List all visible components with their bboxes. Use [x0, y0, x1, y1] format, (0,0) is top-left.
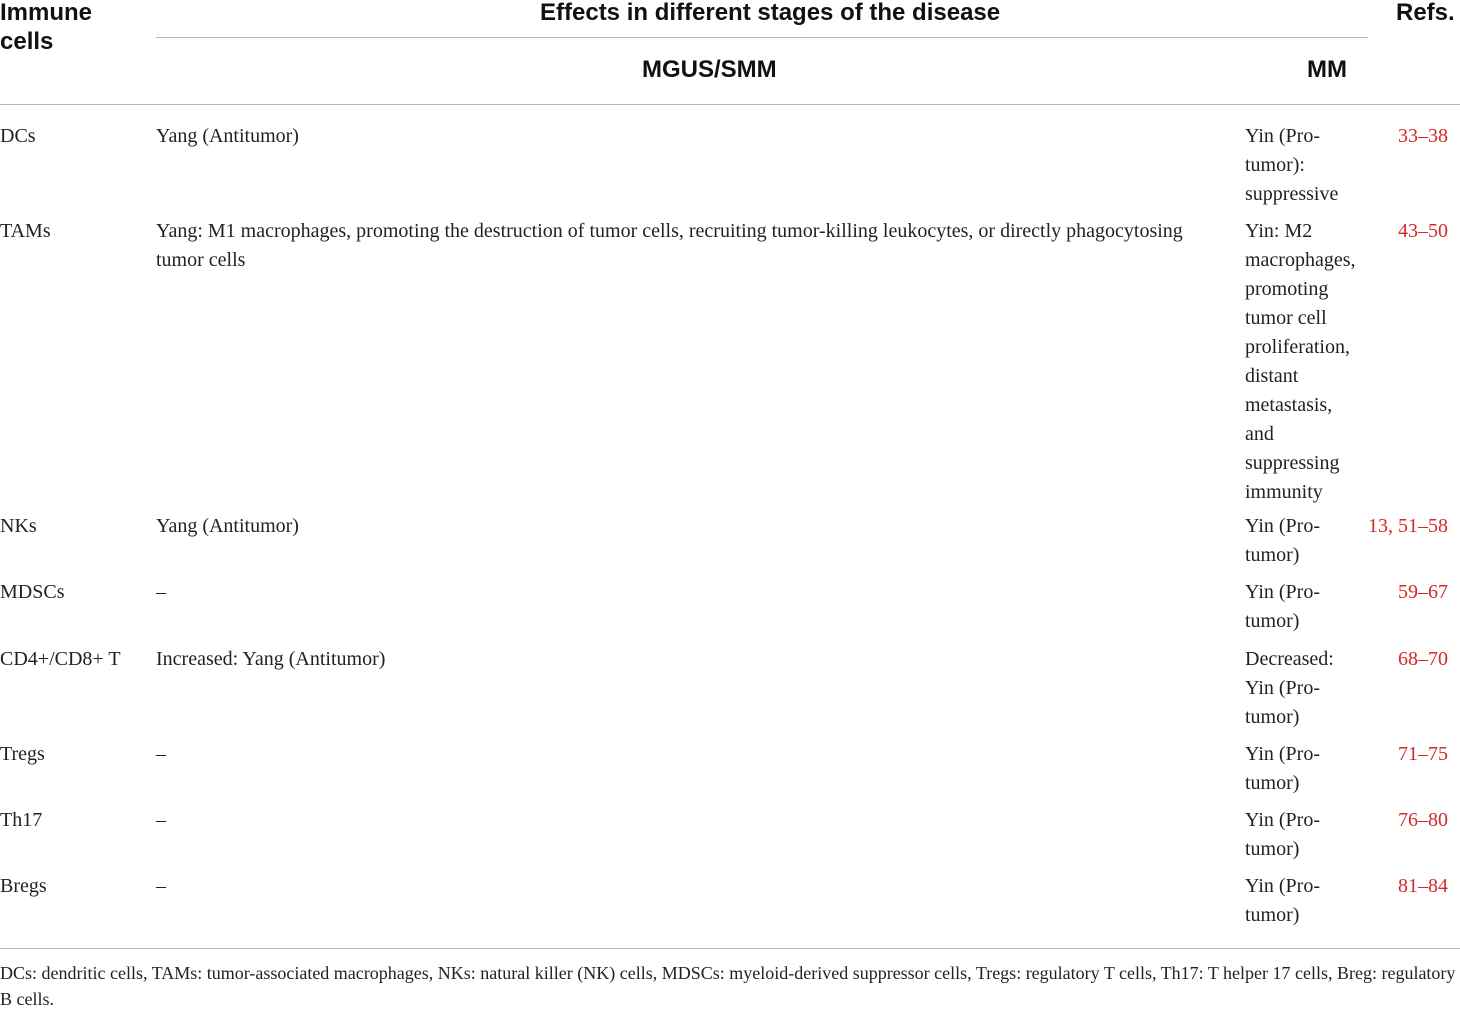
cell-mgus-effect: –: [156, 743, 166, 765]
table-bottom-rule: [0, 948, 1460, 949]
header-immune-cells: Immune cells: [0, 0, 93, 55]
cell-mm-effect: Yin (Pro-tumor): [1245, 809, 1320, 860]
cell-mgus-effect: Yang: M1 macrophages, promoting the destruction of tumor cells, recruiting tumor-killing leukocytes, or directly phagocytosing tumor cells: [156, 220, 1183, 271]
cell-name: Th17: [0, 809, 43, 831]
cell-refs-link[interactable]: 59–67: [1398, 581, 1448, 603]
cell-name: MDSCs: [0, 581, 65, 603]
cell-mgus-effect: Yang (Antitumor): [156, 515, 299, 537]
cell-name: NKs: [0, 515, 37, 537]
cell-name: Tregs: [0, 743, 45, 765]
cell-refs-link[interactable]: 43–50: [1398, 220, 1448, 242]
cell-refs-link[interactable]: 81–84: [1398, 875, 1448, 897]
cell-mgus-effect: Increased: Yang (Antitumor): [156, 648, 386, 670]
header-group-rule: [156, 37, 1368, 38]
cell-refs-link[interactable]: 71–75: [1398, 743, 1448, 765]
cell-mm-effect: Yin (Pro-tumor): [1245, 875, 1320, 926]
cell-refs-link[interactable]: 33–38: [1398, 125, 1448, 147]
cell-mm-effect: Yin (Pro-tumor): [1245, 743, 1320, 794]
cell-mgus-effect: –: [156, 581, 166, 603]
cell-mm-effect: Yin (Pro-tumor): suppressive: [1245, 125, 1339, 205]
header-mm: MM: [1307, 56, 1347, 83]
cell-name: DCs: [0, 125, 36, 147]
cell-mm-effect: Decreased: Yin (Pro-tumor): [1245, 648, 1334, 728]
cell-mm-effect: Yin: M2 macrophages, promoting tumor cell proliferation, distant metastasis, and suppressing immunity: [1245, 220, 1356, 503]
header-effects: Effects in different stages of the disease: [540, 0, 1001, 26]
cell-refs-link[interactable]: 76–80: [1398, 809, 1448, 831]
cell-mgus-effect: –: [156, 875, 166, 897]
cell-refs-link[interactable]: 13, 51–58: [1368, 515, 1448, 537]
table-footnote: DCs: dendritic cells, TAMs: tumor-associated macrophages, NKs: natural killer (NK) cells, MDSCs: myeloid-derived suppressor cells, Tregs: regulatory T cells, Th17: T helper 17 cells, Breg: regulatory B cells.: [0, 963, 1456, 1009]
cell-name: Bregs: [0, 875, 47, 897]
cell-mm-effect: Yin (Pro-tumor): [1245, 515, 1320, 566]
header-bottom-rule: [0, 104, 1460, 105]
cell-name: TAMs: [0, 220, 51, 242]
cell-name: CD4+/CD8+ T: [0, 648, 121, 670]
cell-mgus-effect: Yang (Antitumor): [156, 125, 299, 147]
cell-mgus-effect: –: [156, 809, 166, 831]
cell-refs-link[interactable]: 68–70: [1398, 648, 1448, 670]
cell-mm-effect: Yin (Pro-tumor): [1245, 581, 1320, 632]
header-mgus-smm: MGUS/SMM: [642, 56, 777, 83]
header-refs: Refs.: [1396, 0, 1455, 26]
